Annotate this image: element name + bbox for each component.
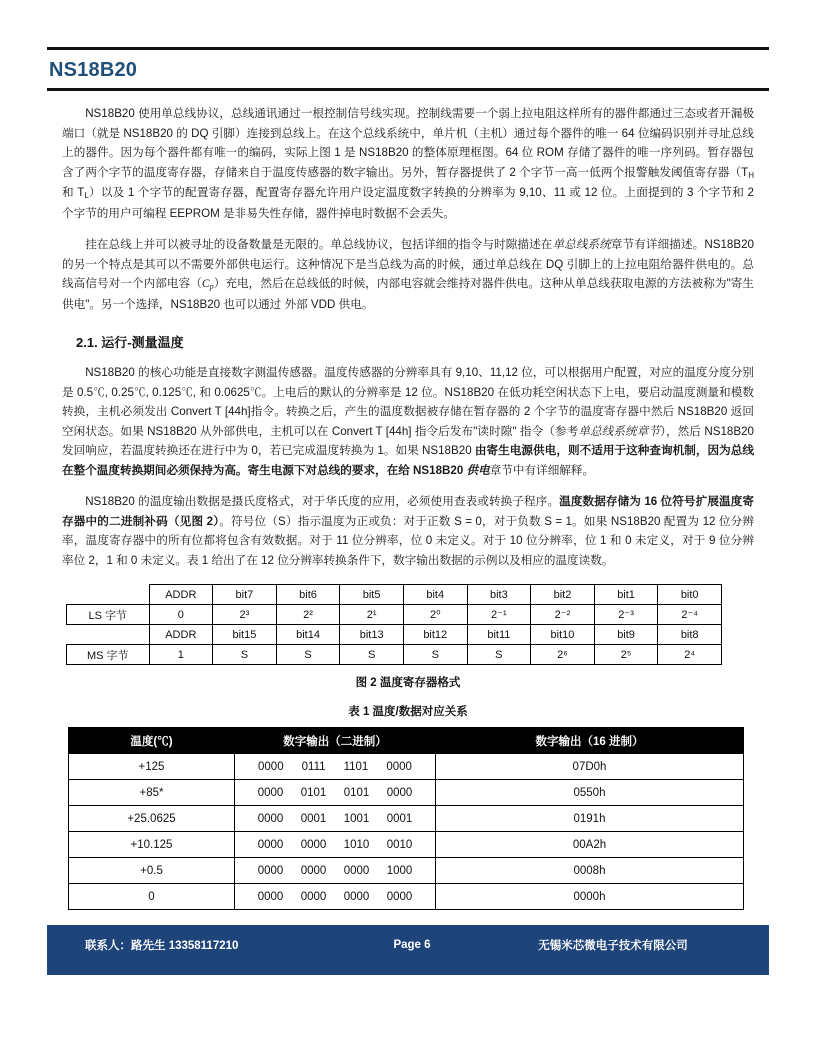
register-cell: S [213, 645, 277, 665]
register-cell: S [276, 645, 340, 665]
binary-group: 0000 [386, 890, 413, 903]
register-cell: bit11 [467, 625, 531, 645]
cell-binary [235, 754, 436, 780]
column-header-hex: 数字输出（16 进制） [436, 728, 744, 754]
column-header-temperature: 温度(℃) [69, 728, 235, 754]
section-heading-2-1: 2.1. 运行-测量温度 [76, 335, 184, 350]
register-cell: bit9 [594, 625, 658, 645]
paragraph-bus-text-c: ）充电，然后在总线低的时候，内部电容就会维持对器件供电。这种从单总线获取电源的方法被称为"寄生供电"。另一个选择，NS18B20 也可以通过 外部 VDD 供电。 [62, 277, 754, 311]
paragraph-output-bold-note: 温度数据存储为 16 位符号扩展温度寄存器中的二进制补码（见图 2） [62, 495, 754, 528]
binary-group: 0010 [386, 838, 413, 851]
cell-hex: 0191h [436, 806, 744, 832]
cell-binary [235, 884, 436, 910]
cell-hex: 0008h [436, 858, 744, 884]
binary-group: 0101 [300, 786, 327, 799]
cell-binary [235, 832, 436, 858]
table-row [69, 780, 744, 806]
register-cell: bit1 [594, 585, 658, 605]
footer-company: 无锡米芯微电子技术有限公司 [538, 940, 688, 952]
binary-group: 0000 [257, 864, 284, 877]
table-header-row [69, 728, 744, 754]
binary-group: 1001 [343, 812, 370, 825]
table-row [67, 585, 722, 605]
paragraph-intro-text-tail: ）以及 1 个字节的配置寄存器，配置寄存器允许用户设定温度数字转换的分辨率为 9,10、11 或 12 位。上面提到的 3 个字节和 2 个字节的用户可编程 EEPROM 是非易失性存储，器件掉电时数据不会丢失。 [62, 186, 754, 220]
binary-group: 0000 [258, 760, 284, 773]
binary-group: 0101 [343, 786, 370, 799]
table-row [69, 754, 744, 780]
binary-group: 1010 [343, 838, 370, 851]
binary-group: 0001 [386, 812, 413, 825]
binary-group: 0001 [300, 812, 327, 825]
binary-group: 0000 [257, 890, 284, 903]
binary-group: 0000 [300, 890, 327, 903]
column-header-binary: 数字输出（二进制） [235, 728, 436, 754]
register-cell: 2³ [213, 605, 277, 625]
binary-group: 1101 [343, 760, 369, 773]
register-cell: bit7 [213, 585, 277, 605]
binary-group: 0000 [300, 838, 327, 851]
cell-binary [235, 780, 436, 806]
register-cell: 2⁻³ [594, 605, 658, 625]
register-cell: bit15 [213, 625, 277, 645]
figure-2-caption: 图 2 温度寄存器格式 [355, 677, 461, 689]
register-format-figure [62, 584, 754, 690]
register-cell: S [340, 645, 404, 665]
paragraph-intro-text-mid: 和 T [62, 186, 85, 199]
paragraph-operation-text-a: NS18B20 的核心功能是直接数字测温传感器。温度传感器的分辨率具有 9,10、11,12 位，可以根据用户配置，对应的温度分度分别是 0.5℃, 0.25℃, 0.125℃, 和 0.0625℃。上电后的默认的分辨率是 12 位。NS18B20 在低功耗空闲状态下上电，要启动温度测量和模数转换，主机必须发出 Convert T [44h]指令。转换之后，产生的温度数据被存储在暂存器的 2 个字节的温度寄存器中然后 NS18B20 返回空闲状态。如果 NS18B20 从外部供电，主机可以在 Convert T [44h] 指令后发布"读时隙" 指令（参考 [62, 366, 754, 438]
capacitance-variable: C [201, 277, 210, 290]
paragraph-output-format [62, 492, 754, 570]
binary-group: 0000 [257, 838, 284, 851]
page-header [47, 47, 769, 91]
paragraph-operation-text-c: 章节中有详细解释。 [489, 463, 595, 477]
table-row [67, 625, 722, 645]
register-cell: 0 [149, 605, 213, 625]
cell-temperature: 0 [69, 884, 235, 910]
register-cell: bit5 [340, 585, 404, 605]
register-cell: bit13 [340, 625, 404, 645]
register-cell: bit12 [403, 625, 467, 645]
cell-hex: 0000h [436, 884, 744, 910]
register-cell: 2¹ [340, 605, 404, 625]
register-cell: 2⁻⁴ [658, 605, 722, 625]
register-cell: 2⁻² [531, 605, 595, 625]
cell-hex: 07D0h [436, 754, 744, 780]
table-row [67, 605, 722, 625]
register-cell: S [403, 645, 467, 665]
paragraph-operation-bold-note: 由寄生电源供电，则不适用于这种查询机制，因为总线在整个温度转换期间必须保持为高。寄生电源下对总线的要求，在给 NS18B20 [62, 444, 754, 477]
register-cell: bit10 [531, 625, 595, 645]
register-format-table [66, 584, 722, 665]
paragraph-bus-text-b: 章节有详细描述。NS18B20 的另一个特点是其可以不需要外部供电运行。这种情况下是当总线为高的时候，通过单总线在 DQ 引脚上的上拉电阻给器件供电的。总线高信号对一个内部电容（ [62, 238, 754, 290]
register-cell: 2⁶ [531, 645, 595, 665]
cell-temperature: +85* [69, 780, 235, 806]
temperature-data-table [68, 727, 744, 910]
page-title: NS18B20 [49, 59, 138, 81]
table-row [69, 858, 744, 884]
paragraph-operation-italic-reference: 单总线系统章节 [578, 424, 661, 438]
binary-group: 0000 [386, 760, 412, 773]
register-cell: bit3 [467, 585, 531, 605]
paragraph-operation-text-b: ），然后 NS18B20 发回响应，若温度转换还在进行中为 0，若已完成温度转换为 1。如果 NS18B20 [62, 424, 754, 457]
paragraph-output-text-b: 。符号位（S）指示温度为正或负：对于正数 S = 0，对于负数 S = 1。如果 NS18B20 配置为 12 位分辨率，温度寄存器中的所有位都将包含有效数据。对于 11 位分辨率，位 0 未定义。对于 10 位分辨率，位 1 和 0 未定义，对于 9 位分辨率位 2，1 和 0 未定义。表 1 给出了在 12 位分辨率转换条件下，数字输出数据的示例以及相应的温度读数。 [62, 514, 754, 567]
table-1-caption: 表 1 温度/数据对应关系 [348, 706, 468, 718]
table-row [69, 806, 744, 832]
cell-hex: 00A2h [436, 832, 744, 858]
register-cell: ADDR [149, 585, 213, 605]
binary-group: 0000 [386, 786, 413, 799]
cell-binary [235, 858, 436, 884]
register-row-label [67, 625, 150, 645]
register-cell: S [467, 645, 531, 665]
binary-group: 0000 [343, 890, 370, 903]
paragraph-operation-italic-powering: 供电 [466, 463, 490, 477]
document-content [62, 104, 754, 910]
register-cell: ADDR [149, 625, 213, 645]
paragraph-intro-text-a: NS18B20 使用单总线协议，总线通讯通过一根控制信号线实现。控制线需要一个弱上拉电阻这样所有的器件都通过三态或者开漏极端口（就是 NS18B20 的 DQ 引脚）连接到总线上。在这个总线系统中，单片机（主机）通过每个器件的唯一 64 位编码识别并寻址总线上的器件。因为每个器件都有唯一的编码，实际上图 1 是 NS18B20 的整体原理框图。64 位 ROM 存储了器件的唯一序列码。暂存器包含了两个字节的温度寄存器，存储来自于温度传感器的数字输出。另外，暂存器提供了 2 个字节一高一低两个报警触发阈值寄存器（T [62, 107, 754, 179]
table-row [69, 832, 744, 858]
paragraph-output-text-a: NS18B20 的温度输出数据是摄氏度格式，对于华氏度的应用，必须使用查表或转换子程序。 [85, 495, 560, 508]
cell-temperature: +25.0625 [69, 806, 235, 832]
register-cell: bit0 [658, 585, 722, 605]
register-cell: bit8 [658, 625, 722, 645]
register-cell: bit14 [276, 625, 340, 645]
table-row [69, 884, 744, 910]
binary-group: 0000 [343, 864, 370, 877]
register-row-label-ls: LS 字节 [67, 605, 150, 625]
cell-temperature: +0.5 [69, 858, 235, 884]
table-row [67, 645, 722, 665]
register-cell: bit2 [531, 585, 595, 605]
paragraph-intro [62, 104, 754, 223]
register-cell: 1 [149, 645, 213, 665]
binary-group: 0000 [257, 786, 284, 799]
register-cell: 2⁻¹ [467, 605, 531, 625]
page-footer [47, 925, 769, 975]
th-subscript: H [748, 170, 754, 180]
capacitance-subscript: p [209, 282, 214, 291]
paragraph-bus-italic-reference: 单总线系统 [552, 238, 611, 251]
binary-group: 1000 [386, 864, 413, 877]
paragraph-operation [62, 363, 754, 480]
cell-binary [235, 806, 436, 832]
paragraph-bus-text-a: 挂在总线上并可以被寻址的设备数量是无限的。单总线协议，包括详细的指令与时隙描述在 [85, 238, 553, 251]
cell-hex: 0550h [436, 780, 744, 806]
header-bottom-rule [47, 88, 769, 91]
footer-page-number: Page 6 [393, 939, 431, 951]
register-cell: 2⁴ [658, 645, 722, 665]
binary-group: 0111 [301, 760, 326, 773]
paragraph-bus [62, 235, 754, 314]
register-cell: 2² [276, 605, 340, 625]
register-cell: bit6 [276, 585, 340, 605]
register-cell: 2⁰ [403, 605, 467, 625]
register-cell: 2⁵ [594, 645, 658, 665]
cell-temperature: +125 [69, 754, 235, 780]
binary-group: 0000 [300, 864, 327, 877]
binary-group: 0000 [257, 812, 284, 825]
register-row-label [67, 585, 150, 605]
register-cell: bit4 [403, 585, 467, 605]
cell-temperature: +10.125 [69, 832, 235, 858]
footer-contact: 联系人：路先生 13358117210 [85, 940, 239, 952]
register-row-label-ms: MS 字节 [67, 645, 150, 665]
tl-subscript: L [84, 191, 89, 200]
